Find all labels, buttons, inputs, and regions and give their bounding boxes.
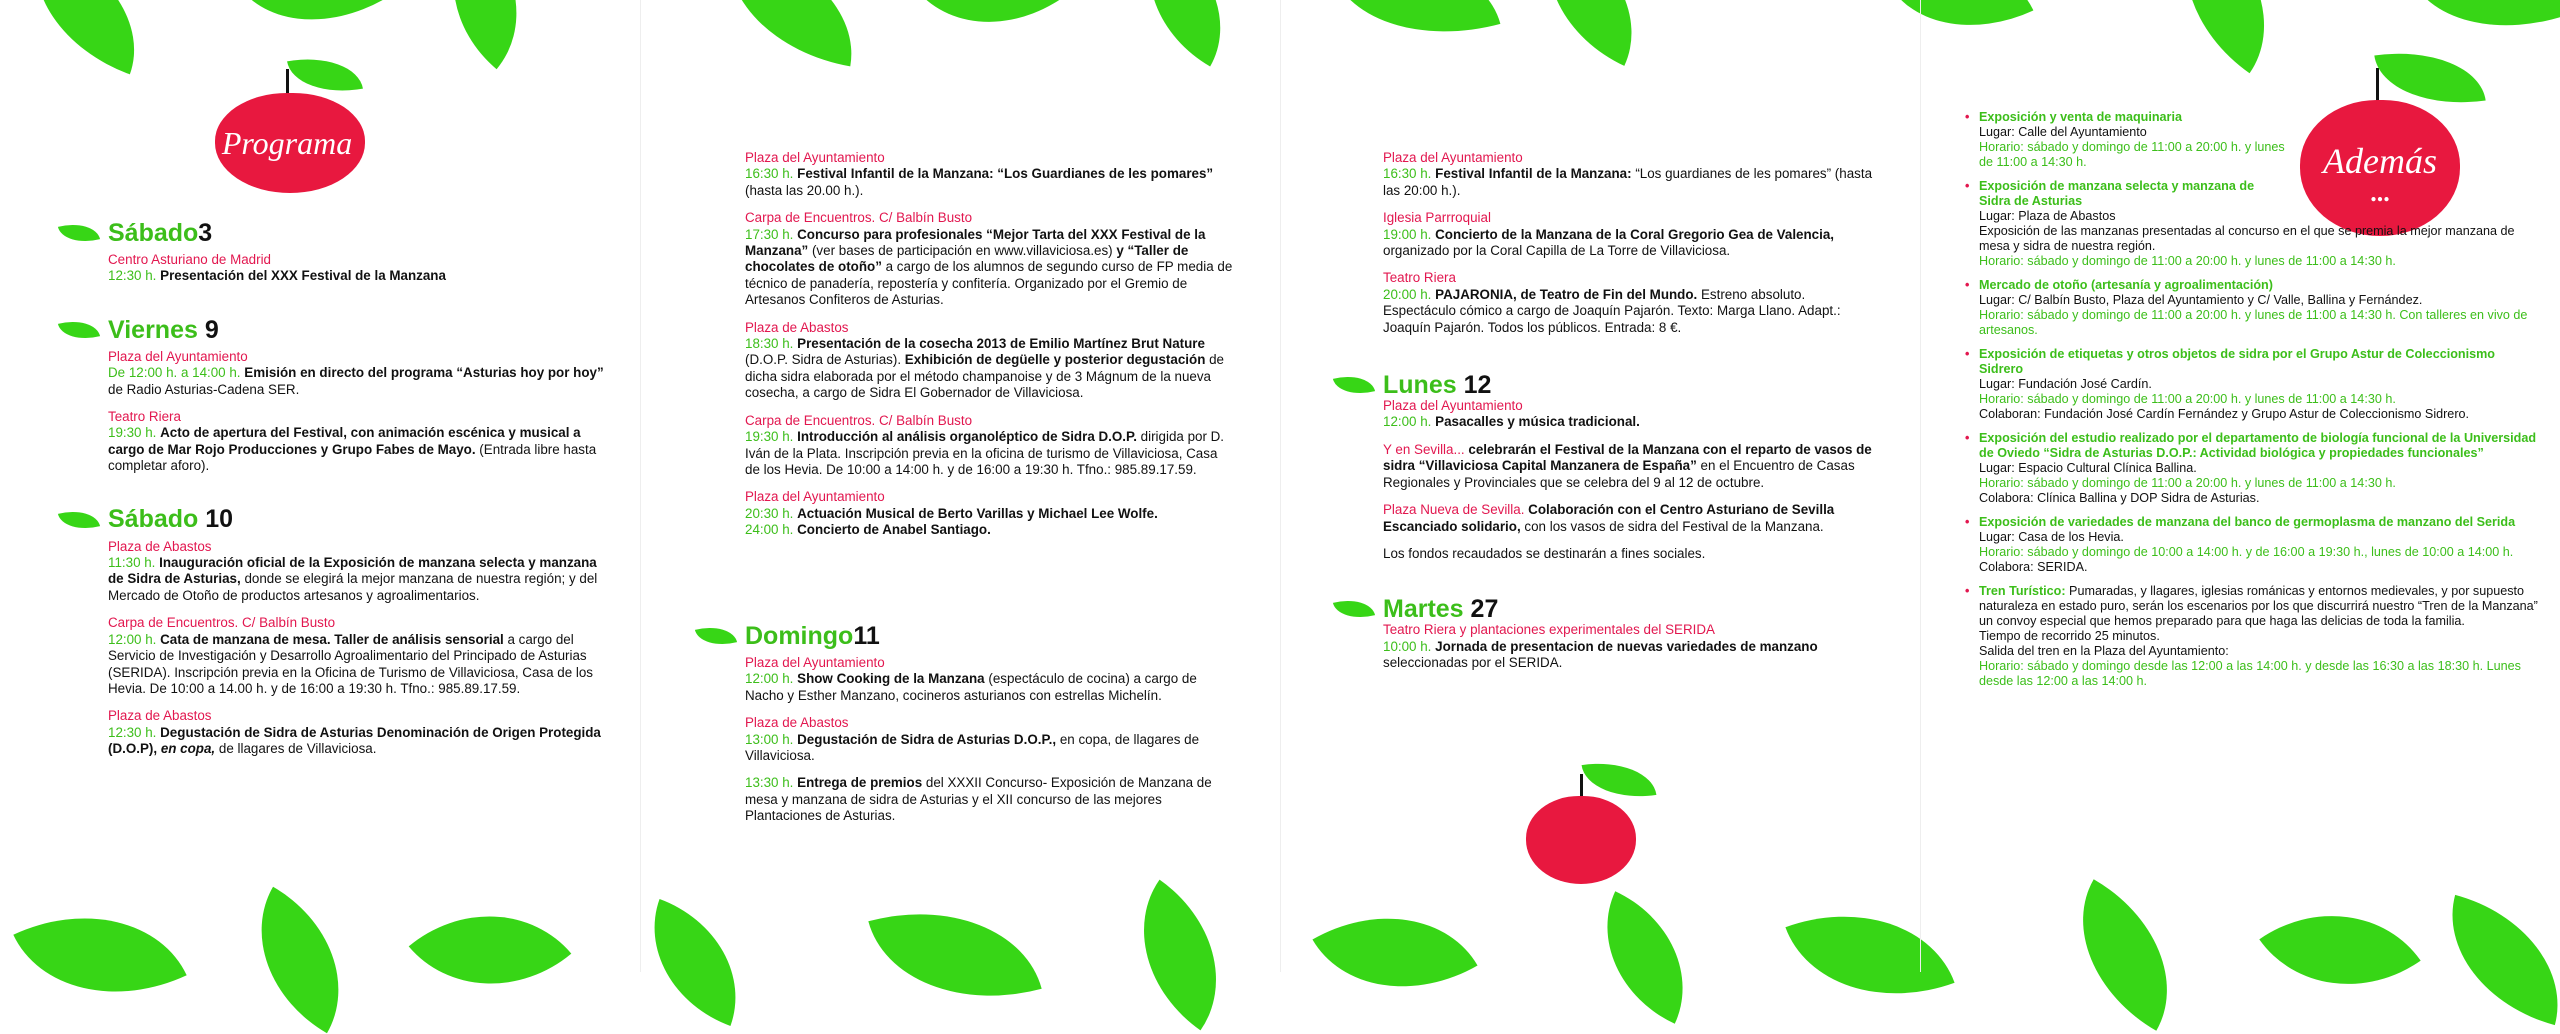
event [745,489,1235,538]
event-title-2: y “Taller de chocolates de otoño” [745,243,1189,275]
leaf-bullet-icon [695,621,737,652]
panel-2 [745,150,1235,550]
item-description: Exposición de las manzanas presentadas al concurso en el que se premia la mejor manzana de mesa y sidra de nuestra región. [1979,224,2515,253]
event-title: Degustación de Sidra de Asturias D.O.P., [797,731,1057,747]
event-place: Centro Asturiano de Madrid [108,252,272,267]
event [1383,270,1873,336]
leaf-decoration [1330,0,1501,63]
event-place: Plaza de Abastos [108,708,212,724]
event [1383,502,1873,535]
event-detail: de llagares de Villaviciosa. [215,741,377,757]
leaf-decoration [1312,875,1477,1031]
event [108,252,608,285]
item-title: Exposición y venta de maquinaria [1979,110,2182,124]
event-time: 13:00 h. [745,731,794,747]
item-location: Lugar: Casa de los Hevia. [1979,530,2124,544]
bullet-icon: • [1965,278,1970,292]
event-time: 24:00 h. [745,522,794,538]
event-title: Pasacalles y música tradicional. [1435,414,1640,430]
bullet-icon: • [1965,110,1970,124]
event-time: 12:00 h. [108,631,157,647]
item-schedule: Horario: sábado y domingo de 11:00 a 20:00 h. y lunes de 11:00 a 14:30 h. [1979,476,2396,490]
leaf-decoration [627,899,763,1026]
event-title: Concierto de la Manzana de la Coral Gregorio Gea de Valencia, [1435,226,1835,242]
leaf-decoration [223,887,377,1034]
event-title-2: Exhibición de degüelle y posterior degustación [904,352,1206,368]
event-title: Cata de manzana de mesa. Taller de análisis sensorial [160,631,504,647]
event-detail: (hasta las 20.00 h.). [745,182,864,198]
event-place: Teatro Riera [108,409,181,425]
apple-stem [2376,68,2379,104]
event-title: celebrarán el Festival de la Manzana con el reparto de vasos de sidra “Villaviciosa Capital Manzanera de España” [1383,441,1872,474]
leaf-decoration [2429,895,2560,1025]
event-place: Plaza de Abastos [745,715,849,731]
bullet-icon: • [1965,347,1970,361]
item-collaborators: Colaboran: Fundación José Cardín Fernández y Grupo Astur de Coleccionismo Sidrero. [1979,407,2470,421]
event-time: 12:00 h. [745,671,794,687]
event-title: Show Cooking de la Manzana [797,671,985,687]
leaf-decoration [8,0,163,74]
day-heading-sabado-3 [60,218,608,247]
event-time: 11:30 h. [108,555,156,571]
event-title: Colaboración con el Centro Asturiano de Sevilla Escanciado solidario, [1383,502,1835,534]
item-location: Lugar: Fundación José Cardín. [1979,377,2152,391]
event-title: Inauguración oficial de la Exposición de manzana selecta y manzana de Sidra de Asturias, [108,555,597,587]
apple-title: Además [2323,141,2437,181]
day-name: Lunes [1383,370,1457,399]
leaf-bullet-icon [1333,594,1375,625]
event-place: Teatro Riera y plantaciones experimentales del SERIDA [1383,622,1715,638]
leaf-bullet-icon [58,315,100,346]
event-detail-2: de dicha sidra elaborada por el método champanoise y de 3 Mágnum de la nueva cosecha, a cargo de Sidra El Gobernador de Villaviciosa. [745,352,1224,401]
apple-decoration [1520,760,1670,880]
event-place: Iglesia Parrroquial [1383,210,1491,226]
item-location: Lugar: Plaza de Abastos [1979,209,2116,223]
item-collaborators: Colabora: Clínica Ballina y DOP Sidra de Asturias. [1979,491,2260,505]
event [745,320,1235,402]
leaf-decoration [13,876,186,1034]
leaf-bullet-icon [58,504,100,535]
event [1383,150,1873,199]
panel-divider [1280,0,1281,972]
ademas-item [1965,110,2289,170]
event-place: Plaza del Ayuntamiento [108,348,248,364]
leaf-decoration [2044,879,2207,1031]
event-detail: organizado por la Coral Capilla de La Torre de Villaviciosa. [1383,243,1731,259]
event-detail: Estreno absoluto. Espectáculo cómico a cargo de Joaquín Pajarón. Texto: Marga Llano. Adapt.: Joaquín Pajarón. Todos los públicos. Entrada: 8 €. [1383,286,1841,335]
item-schedule: Horario: sábado y domingo desde las 12:00 a las 14:00 h. y desde las 16:30 a las 18:30 h. Lunes desde las 12:00 a las 14:00 h. [1979,659,2521,688]
leaf-decoration [412,0,557,69]
event-time: 16:30 h. [1383,166,1432,182]
event-place: Carpa de Encuentros. C/ Balbín Busto [108,615,336,631]
event-place: Plaza del Ayuntamiento [745,655,885,670]
bullet-icon: • [1965,179,1970,193]
item-duration: Tiempo de recorrido 25 minutos. [1979,629,2160,643]
event-title: Presentación del XXX Festival de la Manzana [160,268,446,284]
event-time: 19:30 h. [108,425,157,441]
panel-2-domingo [745,621,1235,836]
leaf-decoration [409,869,572,1030]
leaf-decoration [1115,0,1255,66]
event [108,615,608,697]
event-detail: donde se elegirá la mejor manzana de nuestra región; y del Mercado de Otoño de productos artesanos y agroalimentarios. [108,571,598,603]
item-title: Exposición de variedades de manzana del banco de germoplasma de manzano del Serida [1979,515,2516,529]
leaf-decoration [917,0,1073,67]
event-time: 18:30 h. [745,336,794,352]
day-name: Domingo [745,621,854,650]
item-description: Pumaradas, y llagares, iglesias románicas y entornos medievales, y por supuesto naturaleza en estado puro, serán los escenarios por los que discurrirá nuestro “Tren de la Manzana” un convoy especial que hemos preparado para que haga las delicias de toda la familia. [1979,584,2538,628]
ademas-item [1965,431,2540,506]
day-heading-domingo-11 [697,621,1235,650]
event-time: 16:30 h. [745,166,794,182]
event [108,409,608,475]
event-time: 19:30 h. [745,429,794,445]
event-time: 20:30 h. [745,505,794,521]
event-place: Plaza del Ayuntamiento [745,489,885,505]
item-title: Tren Turístico: [1979,584,2066,598]
event-detail: (D.O.P. Sidra de Asturias). [745,352,905,368]
panel-3 [1383,150,1873,683]
day-name: Viernes [108,315,198,344]
leaf-decoration [1516,0,1665,66]
event-time: 19:00 h. [1383,226,1432,242]
panel-4 [1965,110,2540,698]
event [108,708,608,757]
ademas-item [1965,515,2540,575]
event [745,413,1235,479]
event-title: Acto de apertura del Festival, con animación escénica y musical a cargo de Mar Rojo Producciones y Grupo Fabes de Mayo. [108,425,581,457]
event-title: Entrega de premios [797,775,923,791]
ademas-item [1965,278,2540,338]
event-detail: (ver bases de participación en www.villaviciosa.es) [808,243,1117,259]
event-time: 20:00 h. [1383,286,1432,302]
day-name: Sábado [108,218,199,247]
event-place: Plaza del Ayuntamiento [1383,398,1523,414]
event-detail: en el Encuentro de Casas Regionales y Provinciales que se celebra del 9 al 12 de octubre. [1383,458,1855,490]
event-time: 10:00 h. [1383,638,1432,654]
event-detail: en copa, de llagares de Villaviciosa. [745,731,1200,764]
event-emphasis: en copa, [157,741,216,757]
day-heading-lunes-12 [1335,370,1873,399]
ademas-item [1965,179,2540,269]
event [1383,398,1873,431]
leaf-decoration [1102,880,1258,1031]
leaf-decoration [2143,0,2307,73]
event-title: Presentación de la cosecha 2013 de Emilio Martínez Brut Nature [797,336,1205,352]
item-location: Lugar: Espacio Cultural Clínica Ballina. [1979,461,2197,475]
leaf-decoration [236,0,385,59]
item-departure: Salida del tren en la Plaza del Ayuntamiento: [1979,644,2229,658]
event [745,715,1235,764]
day-heading-martes-27 [1335,595,1873,624]
event-time: De 12:00 h. a 14:00 h. [108,365,241,381]
event [1383,442,1873,491]
event [108,349,608,398]
event [1383,210,1873,259]
leaf-decoration [2259,871,2420,1030]
event-detail: de Radio Asturias-Cadena SER. [108,381,300,397]
event-time: 12:00 h. [1383,414,1432,430]
event-detail: a cargo del Servicio de Investigación y Desarrollo Agroalimentario del Principado de Asturias (SERIDA). Inscripción previa en la Oficina de Turismo de Villaviciosa, Casa de los Hevia. De 10:00 a 14.00 h. y de 16:00 a 19:30 h. Tfno.: 985.89.17.59. [108,631,593,696]
item-schedule: Horario: sábado y domingo de 11:00 a 20:00 h. y lunes de 11:00 a 14:30 h. [1979,254,2396,268]
item-title: Mercado de otoño (artesanía y agroalimentación) [1979,278,2273,292]
event-place: Y en Sevilla... [1383,441,1465,457]
event-title: Emisión en directo del programa “Asturias hoy por hoy” [244,365,604,381]
event [1383,622,1873,671]
day-number: 12 [1463,370,1492,399]
leaf-decoration [868,882,1041,1027]
event-detail: del XXXII Concurso- Exposición de Manzana de mesa y manzana de sidra de Asturias y el XII concurso de las mejores Plantaciones de Asturias. [745,775,1212,824]
day-name: Martes [1383,595,1464,624]
event [745,150,1235,199]
event-detail: seleccionadas por el SERIDA. [1383,655,1563,671]
bullet-icon: • [1965,431,1970,445]
item-title: Exposición de etiquetas y otros objetos de sidra por el Grupo Astur de Coleccionismo Sidrero [1979,347,2495,376]
event-place: Plaza de Abastos [745,319,849,335]
event-title: Degustación de Sidra de Asturias Denominación de Origen Protegida (D.O.P), [108,724,601,757]
panel-divider [640,0,641,972]
event-place: Carpa de Encuentros. C/ Balbín Busto [745,412,973,428]
day-number: 11 [853,621,880,650]
event-title: Introducción al análisis organoléptico de Sidra D.O.P. [797,429,1137,445]
day-name: Sábado [108,505,199,534]
event [745,655,1235,704]
item-schedule: Horario: sábado y domingo de 11:00 a 20:00 h. y lunes de 11:00 a 14:30 h. [1979,140,2285,169]
event-title: Festival Infantil de la Manzana: [1435,166,1632,182]
event-title: Concurso para profesionales “Mejor Tarta del XXX Festival de la Manzana” [745,226,1206,259]
apple-programa-logo [210,55,380,195]
item-schedule: Horario: sábado y domingo de 10:00 a 14:00 h. y de 16:00 a 19:30 h., lunes de 10:00 a 14:00 h. [1979,545,2514,559]
day-number: 27 [1470,595,1499,624]
event-title: Actuación Musical de Berto Varillas y Michael Lee Wolfe. [797,505,1158,521]
day-number: 3 [198,218,213,247]
apple-dots: ... [2370,178,2390,207]
panel-divider [1920,0,1921,972]
day-number: 10 [205,505,234,534]
event-title: Jornada de presentacion de nuevas variedades de manzano [1435,638,1818,654]
bullet-icon: • [1965,515,1970,529]
item-collaborators: Colabora: SERIDA. [1979,560,2088,574]
item-location: Lugar: Calle del Ayuntamiento [1979,125,2147,139]
event-place: Teatro Riera [1383,270,1456,286]
event-place: Plaza de Abastos [108,538,212,554]
event [745,775,1235,824]
event-detail: dirigida por D. Iván de la Plata. Inscripción previa en la oficina de turismo de Villaviciosa, Casa de los Hevia. De 10:00 a 14:00 h. y de 16:00 a 19:30 h. Tfno.: 985.89.17.59. [745,429,1225,477]
item-schedule: Horario: sábado y domingo de 11:00 a 20:00 h. y lunes de 11:00 a 14:30 h. Con talleres en vivo de artesanos. [1979,308,2528,337]
event-place: Carpa de Encuentros. C/ Balbín Busto [745,210,973,226]
apple-title: Programa [221,125,353,161]
day-heading-sabado-10 [60,505,608,534]
day-number: 9 [204,315,219,344]
leaf-decoration [1887,0,2034,61]
event-detail: (Entrada libre hasta completar aforo). [108,441,597,474]
item-schedule: Horario: sábado y domingo de 11:00 a 20:00 h. y lunes de 11:00 a 14:30 h. [1979,392,2396,406]
apple-body [1526,796,1636,884]
item-title: Exposición del estudio realizado por el departamento de biología funcional de la Universidad de Oviedo “Sidra de Asturias D.O.P.: Actividad biológica y propiedades funcionales” [1979,431,2537,460]
event-detail: con los vasos de sidra del Festival de la Manzana. [1520,518,1824,534]
event [108,539,608,605]
event-time: 17:30 h. [745,226,794,242]
event-title: PAJARONIA, de Teatro de Fin del Mundo. [1435,286,1698,302]
leaf-decoration [1575,891,1715,1024]
leaf-bullet-icon [1333,370,1375,401]
note: Los fondos recaudados se destinarán a fines sociales. [1383,545,1706,561]
event-detail: “Los guardianes de les pomares” (hasta las 20:00 h.). [1383,166,1873,198]
leaf-decoration [712,0,867,66]
item-title: Exposición de manzana selecta y manzana de Sidra de Asturias [1979,179,2255,208]
day-heading-viernes-9 [60,315,608,344]
event-time: 12:30 h. [108,724,157,740]
event-detail: (espectáculo de cocina) a cargo de Nacho y Esther Manzano, cocineros asturianos con estrellas Michelín. [745,671,1197,703]
event [745,210,1235,308]
event-time: 13:30 h. [745,775,794,791]
event-title: Festival Infantil de la Manzana: “Los Guardianes de les pomares” [797,166,1214,182]
bullet-icon: • [1965,584,1970,598]
event-place: Plaza del Ayuntamiento [1383,150,1523,165]
leaf-bullet-icon [58,218,100,249]
event-time: 12:30 h. [108,268,157,284]
ademas-item [1965,347,2540,422]
leaf-decoration [1785,879,1954,1030]
ademas-item [1965,584,2540,689]
item-location: Lugar: C/ Balbín Busto, Plaza del Ayuntamiento y C/ Valle, Ballina y Fernández. [1979,293,2423,307]
panel-1 [108,218,608,769]
event-detail-2: a cargo de los alumnos de segundo curso de FP media de técnico de panadería, repostería y confitería. Organizado por el Gremio de Artesanos Confiteros de Asturias. [745,259,1233,308]
event-place: Plaza del Ayuntamiento [745,150,885,165]
event-title: Concierto de Anabel Santiago. [797,522,991,538]
event-place: Plaza Nueva de Sevilla. [1383,502,1525,518]
